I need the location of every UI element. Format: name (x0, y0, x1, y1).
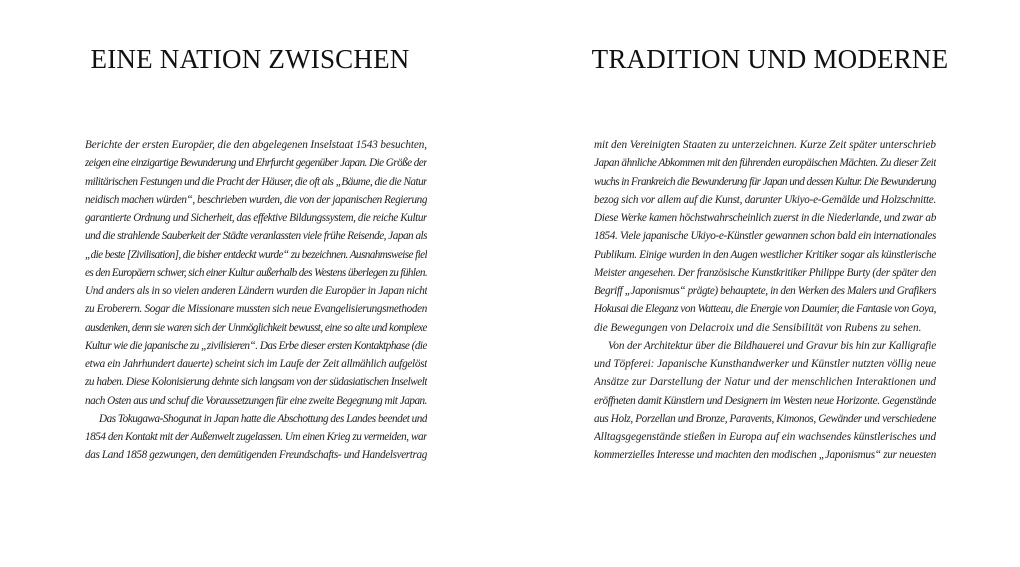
left-line-5: garantierte Ordnung und Sicherheit, das effektive Bildungssystem, die reiche Kultur (85, 212, 427, 224)
right-line-3: wuchs in Frankreich die Bewunderung für Japan und dessen Kultur. Die Bewunderung (594, 175, 936, 188)
right-line-15: eröffneten damit Künstlern und Designern im Westen neue Horizonte. Gegenstände (594, 394, 936, 407)
left-line-7: „die beste [Zivilisation], die bisher entdeckt wurde“ zu bezeichnen. Ausnahmsweise fiel (85, 248, 427, 261)
left-line-9: Und anders als in so vielen anderen Ländern wurden die Europäer in Japan nicht (85, 285, 427, 297)
left-line-15: nach Osten aus und schuf die Voraussetzungen für eine zweite Begegnung mit Japan. (85, 394, 427, 407)
right-line-4: bezog sich vor allem auf die Kunst, darunter Ukiyo-e-Gemälde und Holzschnitte. (594, 193, 936, 206)
right-line-5: Diese Werke kamen höchstwahrscheinlich zuerst in die Niederlande, und zwar ab (594, 212, 936, 224)
right-page (510, 0, 1020, 567)
right-line-2: Japan ähnliche Abkommen mit den führenden europäischen Mächten. Zu dieser Zeit (594, 157, 936, 170)
right-heading: TRADITION UND MODERNE (591, 44, 949, 74)
right-line-8: Meister angesehen. Der französische Kunstkritiker Philippe Burty (der später den (594, 266, 936, 279)
left-line-18: das Land 1858 gezwungen, den demütigenden Freundschafts- und Handelsvertrag (85, 449, 427, 462)
right-body-text (594, 136, 936, 465)
left-line-2: zeigen eine einzigartige Bewunderung und Ehrfurcht gegenüber Japan. Die Größe der (85, 157, 427, 170)
right-line-17: Alltagsgegenstände stießen in Europa auf ein wachsendes künstlerisches und (594, 431, 936, 443)
right-line-9: Begriff „Japonismus“ prägte) behauptete, in den Werken des Malers und Grafikers (594, 285, 936, 297)
left-line-13: etwa ein Jahrhundert dauerte) scheint sich im Laufe der Zeit allmählich aufgelöst (85, 358, 427, 370)
left-line-14: zu haben. Diese Kolonisierung dehnte sich langsam von der südasiatischen Inselwelt (85, 376, 427, 389)
right-line-14: Ansätze zur Darstellung der Natur und der menschlichen Interaktionen und (594, 376, 936, 389)
right-line-18: kommerzielles Interesse und machten den modischen „Japonismus“ zur neuesten (594, 449, 936, 462)
left-line-3: militärischen Festungen und die Pracht der Häuser, die oft als „Bäume, die die Natur (85, 175, 427, 188)
left-line-4: neidisch machen würden“, beschrieben wurden, die von der japanischen Regierung (85, 193, 427, 206)
left-heading: EINE NATION ZWISCHEN (90, 44, 410, 74)
right-line-11: die Bewegungen von Delacroix und die Sensibilität von Rubens zu sehen. (594, 321, 922, 334)
left-line-10: zu Eroberern. Sogar die Missionare mussten sich neue Evangelisierungsmethoden (85, 303, 427, 316)
right-line-6: 1854. Viele japanische Ukiyo-e-Künstler gewannen schon bald ein internationales (594, 230, 936, 243)
left-line-11: ausdenken, denn sie waren sich der Unmöglichkeit bewusst, eine so alte und komplexe (85, 321, 427, 334)
right-line-12: Von der Architektur über die Bildhauerei und Gravur bis hin zur Kalligrafie (608, 339, 936, 352)
right-line-1: mit den Vereinigten Staaten zu unterzeichnen. Kurze Zeit später unterschrieb (594, 139, 936, 151)
right-line-13: und Töpferei: Japanische Kunsthandwerker und Künstler nutzten völlig neue (594, 358, 936, 370)
left-line-8: es den Europäern schwer, sich einer Kultur außerhalb des Westens überlegen zu fühlen. (85, 266, 427, 279)
right-line-10: Hokusai die Eleganz von Watteau, die Energie von Daumier, die Fantasie von Goya, (594, 303, 936, 316)
left-line-1: Berichte der ersten Europäer, die den abgelegenen Inselstaat 1543 besuchten, (85, 139, 427, 151)
right-line-16: aus Holz, Porzellan und Bronze, Paravents, Kimonos, Gewänder und verschiedene (594, 412, 936, 425)
left-line-12: Kultur wie die japanische zu „zivilisieren“. Das Erbe dieser ersten Kontaktphase (die (85, 339, 427, 352)
right-line-7: Publikum. Einige wurden in den Augen westlicher Kritiker sogar als künstlerische (594, 248, 936, 261)
left-line-17: 1854 den Kontakt mit der Außenwelt zugelassen. Um einen Krieg zu vermeiden, war (85, 431, 427, 443)
left-line-6: und die strahlende Sauberkeit der Städte veranlassten viele frühe Reisende, Japan als (85, 230, 427, 243)
left-body-text (85, 136, 427, 465)
left-line-16: Das Tokugawa-Shogunat in Japan hatte die Abschottung des Landes beendet und (99, 412, 427, 425)
